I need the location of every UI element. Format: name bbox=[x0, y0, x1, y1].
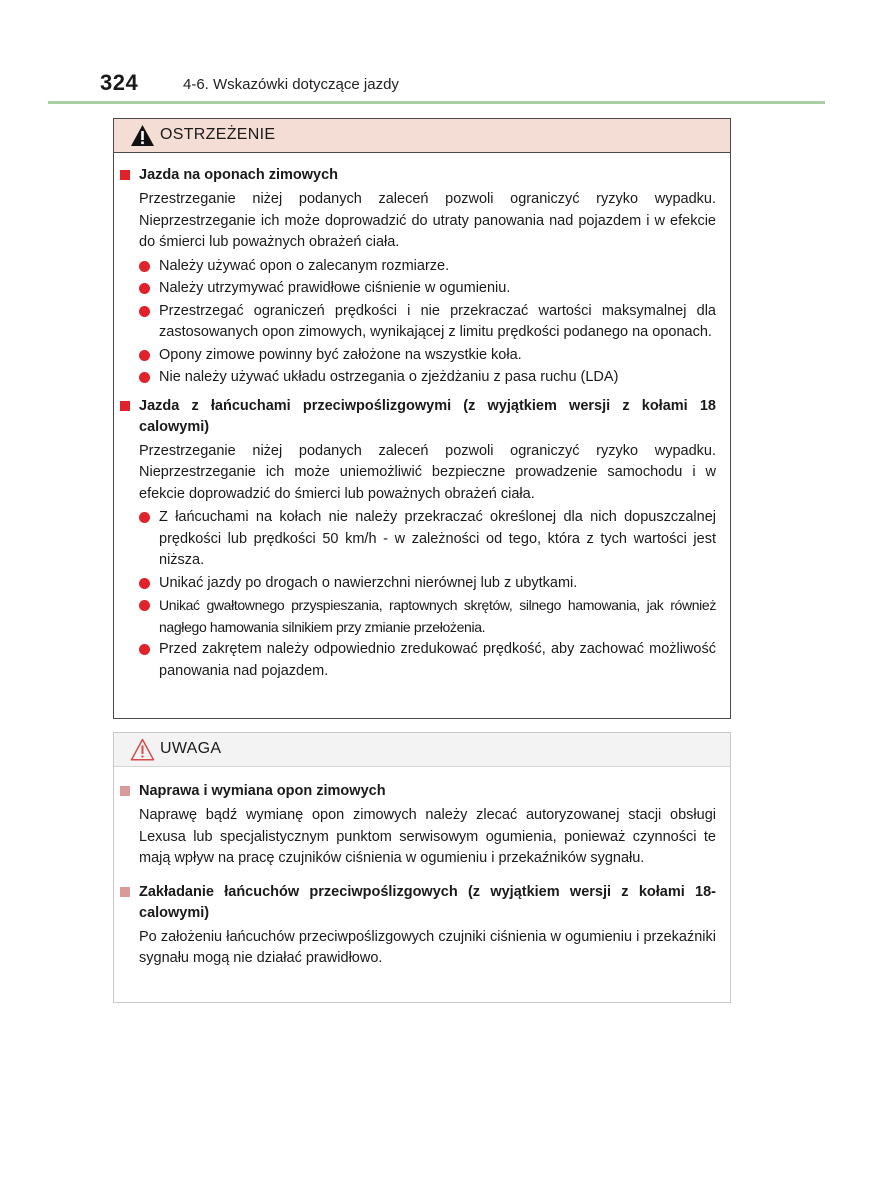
section-heading: Naprawa i wymiana opon zimowych bbox=[120, 781, 716, 802]
list-item: Unikać gwałtownego przyspieszania, raptownych skrętów, silnego hamowania, jak również nagłego hamowania silnikiem przy zmianie przełożenia. bbox=[139, 595, 716, 638]
square-bullet-icon bbox=[120, 887, 130, 897]
notice-body bbox=[114, 767, 730, 970]
list-item: Z łańcuchami na kołach nie należy przekraczać określonej dla nich dopuszczalnej prędkości lub prędkości 50 km/h - w zależności od tego, która z tych wartości jest niższa. bbox=[139, 507, 716, 572]
notice-header bbox=[114, 733, 730, 767]
list-item: Opony zimowe powinny być założone na wszystkie koła. bbox=[139, 345, 716, 367]
square-bullet-icon bbox=[120, 170, 130, 180]
round-bullet-icon bbox=[139, 512, 150, 523]
round-bullet-icon bbox=[139, 578, 150, 589]
page-header bbox=[0, 0, 880, 104]
section-paragraph: Po założeniu łańcuchów przeciwpoślizgowych czujniki ciśnienia w ogumieniu i przekaźniki sygnału mogą nie działać prawidłowo. bbox=[139, 928, 716, 966]
bullet-list bbox=[120, 507, 716, 682]
notice-title: UWAGA bbox=[160, 740, 222, 757]
list-item: Nie należy używać układu ostrzegania o zjeżdżaniu z pasa ruchu (LDA) bbox=[139, 367, 716, 389]
section-paragraph: Naprawę bądź wymianę opon zimowych należy zlecać autoryzowanej stacji obsługi Lexusa lub specjalistycznym punktom serwisowym ogumienia, ponieważ czynności te mają wpływ na pracę czujników ciśnienia w ogumieniu i przekaźników sygnału. bbox=[139, 807, 716, 866]
list-item: Należy używać opon o zalecanym rozmiarze. bbox=[139, 256, 716, 278]
caution-triangle-icon bbox=[130, 738, 155, 761]
warning-box bbox=[113, 118, 731, 719]
warning-body bbox=[114, 153, 730, 682]
square-bullet-icon bbox=[120, 401, 130, 411]
warning-header bbox=[114, 119, 730, 153]
notice-box bbox=[113, 732, 731, 1003]
section-heading: Jazda z łańcuchami przeciwpoślizgowymi (z wyjątkiem wersji z kołami 18 calowymi) bbox=[120, 396, 716, 438]
round-bullet-icon bbox=[139, 261, 150, 272]
list-item: Należy utrzymywać prawidłowe ciśnienie w ogumieniu. bbox=[139, 278, 716, 300]
round-bullet-icon bbox=[139, 306, 150, 317]
round-bullet-icon bbox=[139, 600, 150, 611]
round-bullet-icon bbox=[139, 350, 150, 361]
page-number: 324 bbox=[100, 70, 139, 95]
bullet-list bbox=[120, 256, 716, 389]
square-bullet-icon bbox=[120, 786, 130, 796]
round-bullet-icon bbox=[139, 644, 150, 655]
chapter-title: 4-6. Wskazówki dotyczące jazdy bbox=[183, 76, 399, 93]
warning-title: OSTRZEŻENIE bbox=[160, 126, 276, 143]
section-heading: Zakładanie łańcuchów przeciwpoślizgowych (z wyjątkiem wersji z kołami 18-calowymi) bbox=[120, 882, 716, 924]
list-item: Unikać jazdy po drogach o nawierzchni nierównej lub z ubytkami. bbox=[139, 573, 716, 595]
list-item: Przed zakrętem należy odpowiednio zredukować prędkość, aby zachować możliwość panowania nad pojazdem. bbox=[139, 639, 716, 682]
list-item: Przestrzegać ograniczeń prędkości i nie przekraczać wartości maksymalnej dla zastosowanych opon zimowych, wynikającej z limitu prędkości podanego na oponach. bbox=[139, 301, 716, 344]
header-divider bbox=[48, 101, 825, 104]
round-bullet-icon bbox=[139, 283, 150, 294]
section-paragraph: Przestrzeganie niżej podanych zaleceń pozwoli ograniczyć ryzyko wypadku. Nieprzestrzeganie ich może doprowadzić do utraty panowania nad pojazdem i w efekcie do śmierci lub poważnych obrażeń ciała. bbox=[139, 191, 716, 250]
warning-triangle-icon bbox=[130, 124, 155, 147]
section-heading: Jazda na oponach zimowych bbox=[120, 165, 716, 186]
section-paragraph: Przestrzeganie niżej podanych zaleceń pozwoli ograniczyć ryzyko wypadku. Nieprzestrzeganie ich może uniemożliwić bezpieczne prowadzenie samochodu i w efekcie doprowadzić do śmierci lub poważnych obrażeń ciała. bbox=[139, 442, 716, 502]
round-bullet-icon bbox=[139, 372, 150, 383]
